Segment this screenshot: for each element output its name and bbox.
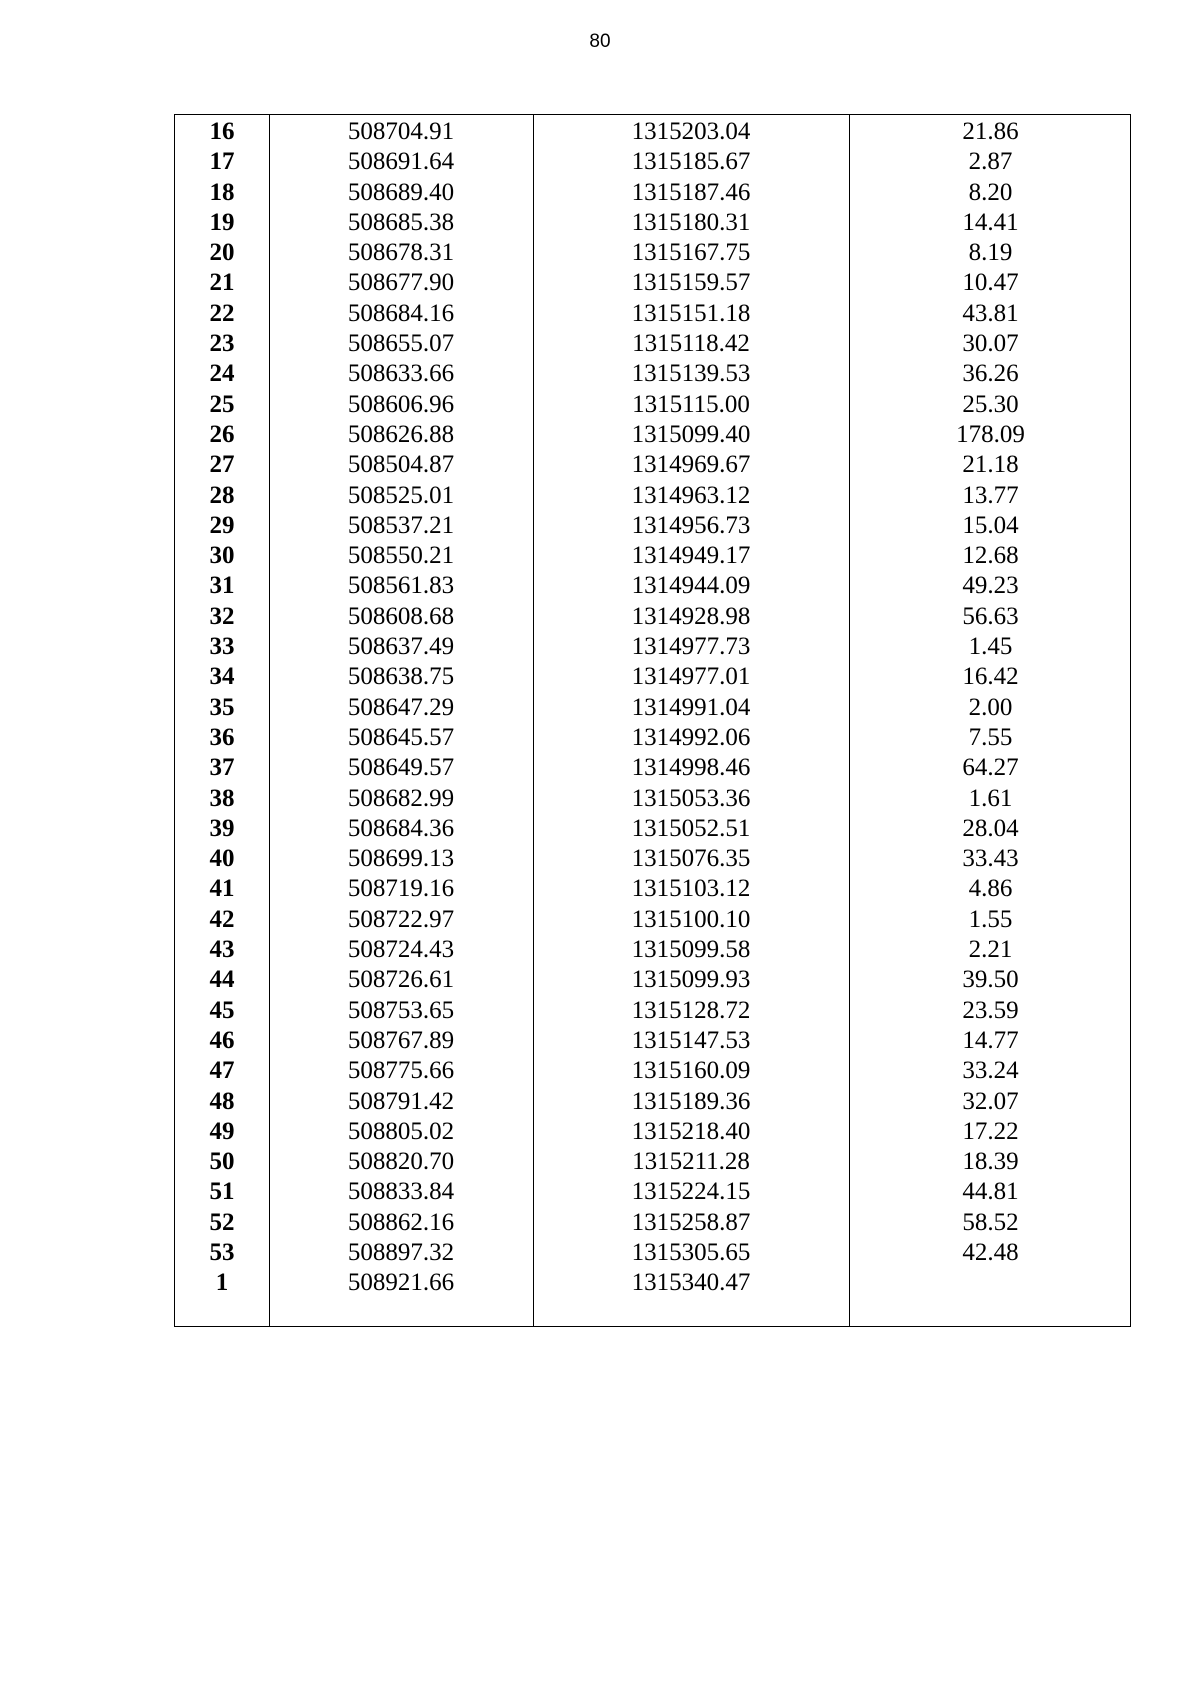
distance-cell: 42.48 [962, 1238, 1019, 1266]
point-number-cell: 32 [209, 602, 235, 630]
point-number-cell: 48 [209, 1087, 235, 1115]
table-row [175, 996, 1130, 1026]
table-row [175, 178, 1130, 208]
distance-cell: 33.24 [962, 1057, 1019, 1085]
x-coordinate-cell: 508682.99 [347, 784, 455, 812]
point-number-cell: 38 [209, 784, 235, 812]
x-coordinate-cell: 508550.21 [347, 542, 455, 570]
distance-cell: 1.45 [968, 633, 1013, 661]
y-coordinate-cell: 1315151.18 [631, 299, 751, 327]
distance-cell: 39.50 [962, 966, 1019, 994]
x-coordinate-cell: 508691.64 [347, 148, 455, 176]
x-coordinate-cell: 508805.02 [347, 1117, 455, 1145]
point-number-cell: 33 [209, 633, 235, 661]
table-row [175, 693, 1130, 723]
y-coordinate-cell: 1314977.73 [631, 633, 751, 661]
point-number-cell: 51 [209, 1178, 235, 1206]
table-row [175, 117, 1130, 147]
point-number-cell: 39 [209, 814, 235, 842]
y-coordinate-cell: 1315118.42 [632, 330, 750, 358]
table-row [175, 420, 1130, 450]
point-number-cell: 23 [209, 330, 235, 358]
page-number: 80 [589, 31, 611, 52]
table-row [175, 1177, 1130, 1207]
table-row [175, 1208, 1130, 1238]
distance-cell: 49.23 [962, 572, 1019, 600]
point-number-cell: 45 [209, 996, 235, 1024]
point-number-cell: 30 [209, 542, 235, 570]
y-coordinate-cell: 1315099.93 [631, 966, 751, 994]
y-coordinate-cell: 1314977.01 [631, 663, 751, 691]
x-coordinate-cell: 508649.57 [347, 754, 455, 782]
point-number-cell: 50 [209, 1148, 235, 1176]
table-row [175, 753, 1130, 783]
y-coordinate-cell: 1315218.40 [631, 1117, 751, 1145]
point-number-cell: 37 [209, 754, 235, 782]
distance-cell: 10.47 [962, 269, 1019, 297]
distance-cell: 1.61 [968, 784, 1013, 812]
table-row [175, 511, 1130, 541]
distance-cell: 43.81 [962, 299, 1019, 327]
y-coordinate-cell: 1315139.53 [631, 360, 751, 388]
x-coordinate-cell: 508775.66 [347, 1057, 455, 1085]
x-coordinate-cell: 508677.90 [347, 269, 455, 297]
point-number-cell: 43 [209, 936, 235, 964]
point-number-cell: 31 [209, 572, 235, 600]
point-number-cell: 44 [209, 966, 235, 994]
table-row [175, 329, 1130, 359]
x-coordinate-cell: 508685.38 [347, 208, 455, 236]
x-coordinate-cell: 508606.96 [347, 390, 455, 418]
point-number-cell: 17 [209, 148, 235, 176]
y-coordinate-cell: 1315167.75 [631, 239, 751, 267]
y-coordinate-cell: 1315052.51 [631, 814, 751, 842]
table-row [175, 602, 1130, 632]
distance-cell: 2.00 [968, 693, 1013, 721]
x-coordinate-cell: 508608.68 [347, 602, 455, 630]
point-number-cell: 19 [209, 208, 235, 236]
x-coordinate-cell: 508862.16 [347, 1208, 455, 1236]
x-coordinate-cell: 508637.49 [347, 633, 455, 661]
table-row [175, 359, 1130, 389]
table-row [175, 268, 1130, 298]
point-number-cell: 46 [209, 1026, 235, 1054]
point-number-cell: 22 [209, 299, 235, 327]
x-coordinate-cell: 508684.36 [347, 814, 455, 842]
distance-cell: 56.63 [962, 602, 1019, 630]
y-coordinate-cell: 1315189.36 [631, 1087, 751, 1115]
point-number-cell: 20 [209, 239, 235, 267]
distance-cell: 8.19 [968, 239, 1013, 267]
y-coordinate-cell: 1315187.46 [631, 178, 751, 206]
point-number-cell: 24 [209, 360, 235, 388]
table-row [175, 784, 1130, 814]
distance-cell: 32.07 [962, 1087, 1019, 1115]
distance-cell: 21.18 [962, 451, 1019, 479]
x-coordinate-cell: 508626.88 [347, 420, 455, 448]
point-number-cell: 26 [209, 420, 235, 448]
x-coordinate-cell: 508647.29 [347, 693, 455, 721]
distance-cell: 178.09 [956, 420, 1025, 448]
y-coordinate-cell: 1314969.67 [631, 451, 751, 479]
table-row [175, 208, 1130, 238]
y-coordinate-cell: 1315305.65 [631, 1238, 751, 1266]
x-coordinate-cell: 508791.42 [347, 1087, 455, 1115]
y-coordinate-cell: 1314956.73 [631, 511, 751, 539]
distance-cell: 33.43 [962, 845, 1019, 873]
table-row [175, 632, 1130, 662]
x-coordinate-cell: 508689.40 [347, 178, 455, 206]
table-row [175, 1087, 1130, 1117]
y-coordinate-cell: 1315100.10 [631, 905, 751, 933]
distance-cell: 14.77 [962, 1026, 1019, 1054]
table-row [175, 481, 1130, 511]
distance-cell: 2.87 [968, 148, 1013, 176]
point-number-cell: 18 [209, 178, 235, 206]
x-coordinate-cell: 508684.16 [347, 299, 455, 327]
table-row [175, 1117, 1130, 1147]
x-coordinate-cell: 508504.87 [347, 451, 455, 479]
y-coordinate-cell: 1315185.67 [631, 148, 751, 176]
y-coordinate-cell: 1315099.40 [631, 420, 751, 448]
table-row [175, 662, 1130, 692]
table-row [175, 299, 1130, 329]
x-coordinate-cell: 508726.61 [347, 966, 455, 994]
table-row [175, 1238, 1130, 1268]
y-coordinate-cell: 1315076.35 [631, 845, 751, 873]
x-coordinate-cell: 508678.31 [347, 239, 455, 267]
table-row [175, 541, 1130, 571]
point-number-cell: 36 [209, 723, 235, 751]
distance-cell: 4.86 [968, 875, 1013, 903]
point-number-cell: 40 [209, 845, 235, 873]
distance-cell: 12.68 [962, 542, 1019, 570]
point-number-cell: 41 [209, 875, 235, 903]
table-row [175, 1268, 1130, 1298]
distance-cell: 1.55 [968, 905, 1013, 933]
table-row [175, 147, 1130, 177]
x-coordinate-cell: 508561.83 [347, 572, 455, 600]
y-coordinate-cell: 1315258.87 [631, 1208, 751, 1236]
distance-cell: 30.07 [962, 330, 1019, 358]
point-number-cell: 34 [209, 663, 235, 691]
y-coordinate-cell: 1315159.57 [631, 269, 751, 297]
distance-cell: 16.42 [962, 663, 1019, 691]
x-coordinate-cell: 508645.57 [347, 723, 455, 751]
x-coordinate-cell: 508704.91 [347, 118, 455, 145]
distance-cell: 44.81 [962, 1178, 1019, 1206]
table-row [175, 905, 1130, 935]
x-coordinate-cell: 508753.65 [347, 996, 455, 1024]
y-coordinate-cell: 1315224.15 [631, 1178, 751, 1206]
distance-cell: 8.20 [968, 178, 1013, 206]
x-coordinate-cell: 508633.66 [347, 360, 455, 388]
x-coordinate-cell: 508722.97 [347, 905, 455, 933]
distance-cell: 15.04 [962, 511, 1019, 539]
x-coordinate-cell: 508833.84 [347, 1178, 455, 1206]
table-row [175, 723, 1130, 753]
point-number-cell: 27 [209, 451, 235, 479]
distance-cell: 64.27 [962, 754, 1019, 782]
point-number-cell: 29 [209, 511, 235, 539]
table-row [175, 935, 1130, 965]
x-coordinate-cell: 508638.75 [347, 663, 455, 691]
table-row [175, 814, 1130, 844]
distance-cell: 18.39 [962, 1148, 1019, 1176]
point-number-cell: 49 [209, 1117, 235, 1145]
distance-cell: 7.55 [968, 723, 1013, 751]
table-body [175, 117, 1130, 1299]
table-row [175, 844, 1130, 874]
table-row [175, 874, 1130, 904]
point-number-cell: 35 [209, 693, 235, 721]
y-coordinate-cell: 1315103.12 [631, 875, 751, 903]
y-coordinate-cell: 1314991.04 [631, 693, 751, 721]
distance-cell: 14.41 [962, 208, 1019, 236]
y-coordinate-cell: 1315128.72 [631, 996, 751, 1024]
point-number-cell: 28 [209, 481, 235, 509]
x-coordinate-cell: 508537.21 [347, 511, 455, 539]
x-coordinate-cell: 508724.43 [347, 936, 455, 964]
table-row [175, 965, 1130, 995]
point-number-cell: 1 [215, 1269, 229, 1297]
distance-cell: 2.21 [968, 936, 1013, 964]
y-coordinate-cell: 1315053.36 [631, 784, 751, 812]
distance-cell: 25.30 [962, 390, 1019, 418]
x-coordinate-cell: 508921.66 [347, 1269, 455, 1297]
distance-cell: 13.77 [962, 481, 1019, 509]
point-number-cell: 53 [209, 1238, 235, 1266]
point-number-cell: 47 [209, 1057, 235, 1085]
x-coordinate-cell: 508719.16 [347, 875, 455, 903]
point-number-cell: 21 [209, 269, 235, 297]
y-coordinate-cell: 1315180.31 [631, 208, 751, 236]
point-number-cell: 52 [209, 1208, 235, 1236]
y-coordinate-cell: 1315099.58 [631, 936, 751, 964]
distance-cell: 21.86 [962, 118, 1019, 145]
y-coordinate-cell: 1314992.06 [631, 723, 751, 751]
x-coordinate-cell: 508820.70 [347, 1148, 455, 1176]
coordinates-table [174, 114, 1131, 1327]
table-row [175, 1147, 1130, 1177]
point-number-cell: 42 [209, 905, 235, 933]
table-row [175, 571, 1130, 601]
y-coordinate-cell: 1314998.46 [631, 754, 751, 782]
point-number-cell: 25 [209, 390, 235, 418]
table-row [175, 450, 1130, 480]
y-coordinate-cell: 1315115.00 [632, 390, 750, 418]
x-coordinate-cell: 508655.07 [347, 330, 455, 358]
y-coordinate-cell: 1314949.17 [631, 542, 751, 570]
y-coordinate-cell: 1315160.09 [631, 1057, 751, 1085]
y-coordinate-cell: 1314963.12 [631, 481, 751, 509]
distance-cell: 23.59 [962, 996, 1019, 1024]
distance-cell: 28.04 [962, 814, 1019, 842]
point-number-cell: 16 [209, 118, 235, 145]
y-coordinate-cell: 1314928.98 [631, 602, 751, 630]
table-row [175, 1026, 1130, 1056]
x-coordinate-cell: 508767.89 [347, 1026, 455, 1054]
y-coordinate-cell: 1314944.09 [631, 572, 751, 600]
table-row [175, 1056, 1130, 1086]
y-coordinate-cell: 1315147.53 [631, 1026, 751, 1054]
distance-cell: 58.52 [962, 1208, 1019, 1236]
y-coordinate-cell: 1315211.28 [632, 1148, 750, 1176]
distance-cell: 17.22 [962, 1117, 1019, 1145]
table-row [175, 238, 1130, 268]
x-coordinate-cell: 508897.32 [347, 1238, 455, 1266]
y-coordinate-cell: 1315203.04 [631, 118, 751, 145]
x-coordinate-cell: 508525.01 [347, 481, 455, 509]
distance-cell: 36.26 [962, 360, 1019, 388]
table-row [175, 390, 1130, 420]
x-coordinate-cell: 508699.13 [347, 845, 455, 873]
y-coordinate-cell: 1315340.47 [631, 1269, 751, 1297]
